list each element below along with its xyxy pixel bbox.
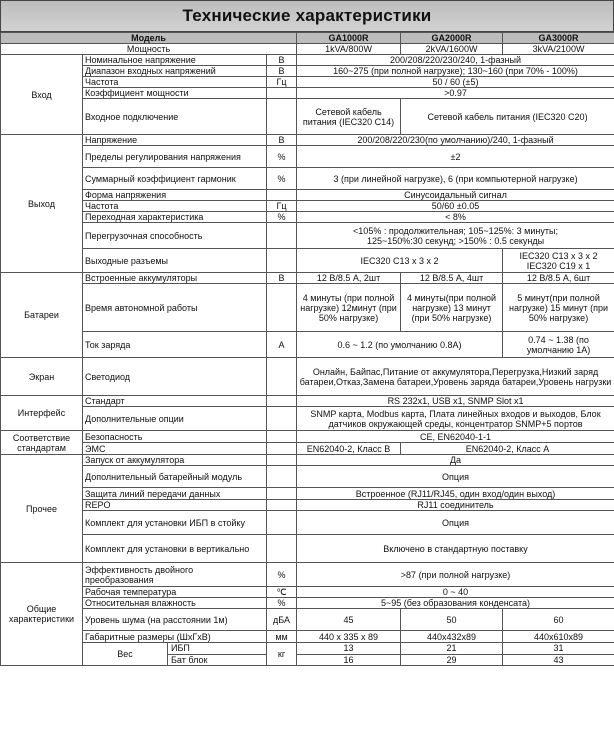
socket-line: IEC320 C13 x 3 x 2 — [519, 250, 598, 261]
table-row — [1, 643, 614, 655]
table-row — [1, 201, 614, 212]
param-label: Уровень шума (на расстоянии 1м) — [83, 609, 267, 631]
unit-cell: % — [267, 598, 297, 609]
table-row — [1, 563, 614, 587]
value-cell: 440 x 335 x 89 — [297, 631, 401, 643]
param-label: Форма напряжения — [83, 190, 267, 201]
table-row — [1, 168, 614, 190]
value-cell: 4 минуты (при полной нагрузке) 12минут (при 50% нагрузке) — [297, 284, 401, 332]
table-row — [1, 407, 614, 431]
group-label-input: Вход — [1, 55, 83, 135]
table-row — [1, 455, 614, 466]
unit-cell — [267, 358, 297, 396]
unit-cell: Гц — [267, 77, 297, 88]
spec-table — [0, 32, 614, 666]
weight-ups-label: ИБП — [168, 643, 266, 655]
param-label: Габаритные размеры (ШхГхВ) — [83, 631, 267, 643]
weight-cell — [83, 643, 267, 666]
param-label: Пределы регулирования напряжения — [83, 146, 267, 168]
unit-cell — [267, 223, 297, 249]
value-cell: 3 (при линейной нагрузке), 6 (при компьютерной нагрузке) — [297, 168, 614, 190]
unit-cell — [267, 99, 297, 135]
value-cell: 5 минут(при полной нагрузке) 15 минут (при 50% нагрузке) — [503, 284, 614, 332]
param-label: Входное подключение — [83, 99, 267, 135]
param-label: Диапазон входных напряжений — [83, 66, 267, 77]
table-row — [1, 88, 614, 99]
unit-cell — [267, 88, 297, 99]
param-label: Комплект для установки ИБП в стойку — [83, 511, 267, 535]
unit-cell: В — [267, 135, 297, 146]
model-ga2000r: GA2000R — [401, 33, 503, 44]
unit-cell: Гц — [267, 201, 297, 212]
value-cell: 0.6 ~ 1.2 (по умолчанию 0.8А) — [297, 332, 503, 358]
value-cell: Сетевой кабель питания (IEC320 C14) — [297, 99, 401, 135]
value-cell: 60 — [503, 609, 614, 631]
value-cell — [503, 249, 614, 273]
table-row — [1, 66, 614, 77]
value-cell: EN62040-2, Класс А — [401, 443, 614, 455]
socket-line: IEC320 C19 x 1 — [526, 260, 591, 271]
value-cell: 0.74 ~ 1.38 (по умолчанию 1А) — [503, 332, 614, 358]
value-cell: Синусоидальный сигнал — [297, 190, 614, 201]
group-label-general: Общие характеристики — [1, 563, 83, 666]
unit-cell — [267, 455, 297, 466]
unit-cell — [267, 535, 297, 563]
value-cell: 29 — [401, 654, 503, 666]
value-cell: Включено в стандартную поставку — [297, 535, 614, 563]
table-row — [1, 99, 614, 135]
param-label: Запуск от аккумулятора — [83, 455, 267, 466]
value-cell: Да — [297, 455, 614, 466]
param-label: Защита линий передачи данных — [83, 488, 267, 500]
page-title: Технические характеристики — [0, 0, 614, 32]
unit-cell — [267, 443, 297, 455]
param-label: Эффективность двойного преобразования — [83, 563, 267, 587]
table-row — [1, 332, 614, 358]
param-label: Частота — [83, 201, 267, 212]
value-cell: 200/208/220/230/240, 1-фазный — [297, 55, 614, 66]
table-row — [1, 135, 614, 146]
power-value: 3kVA/2100W — [503, 44, 614, 55]
value-cell: < 8% — [297, 212, 614, 223]
table-row — [1, 55, 614, 66]
power-label: Мощность — [1, 44, 297, 55]
param-label: Напряжение — [83, 135, 267, 146]
table-row — [1, 443, 614, 455]
param-label: Выходные разъемы — [83, 249, 267, 273]
value-cell: RS 232x1, USB x1, SNMP Slot x1 — [297, 396, 614, 407]
value-cell: 12 В/8.5 А, 6шт — [503, 273, 614, 284]
unit-cell — [267, 396, 297, 407]
unit-cell: В — [267, 66, 297, 77]
value-cell: 45 — [297, 609, 401, 631]
model-label: Модель — [1, 33, 297, 44]
group-label-other: Прочее — [1, 455, 83, 563]
table-row — [1, 466, 614, 488]
param-label: Коэффициент мощности — [83, 88, 267, 99]
power-value: 1kVA/800W — [297, 44, 401, 55]
value-cell: SNMP карта, Modbus карта, Плата линейных входов и выходов, Блок датчиков окружающей среды, концентратор SNMP+5 портов — [297, 407, 614, 431]
value-cell: 160~275 (при полной нагрузке); 130~160 (при 70% - 100%) — [297, 66, 614, 77]
table-row — [1, 396, 614, 407]
group-label-output: Выход — [1, 135, 83, 273]
value-cell: 0 ~ 40 — [297, 587, 614, 598]
unit-cell — [267, 511, 297, 535]
param-label: Комплект для установки в вертикально — [83, 535, 267, 563]
value-cell: >87 (при полной нагрузке) — [297, 563, 614, 587]
value-cell: 50 / 60 (±5) — [297, 77, 614, 88]
unit-cell — [267, 500, 297, 511]
unit-cell — [267, 488, 297, 500]
model-ga1000r: GA1000R — [297, 33, 401, 44]
value-cell: 5~95 (без образования конденсата) — [297, 598, 614, 609]
value-cell: 50 — [401, 609, 503, 631]
unit-cell — [267, 466, 297, 488]
value-cell: 21 — [401, 643, 503, 655]
table-row — [1, 284, 614, 332]
unit-cell: дБА — [267, 609, 297, 631]
table-row — [1, 249, 614, 273]
unit-cell — [267, 190, 297, 201]
value-cell: Встроенное (RJ11/RJ45, один вход/один выход) — [297, 488, 614, 500]
param-label: Перегрузочная способность — [83, 223, 267, 249]
table-row — [1, 431, 614, 443]
value-cell: 16 — [297, 654, 401, 666]
unit-cell: % — [267, 146, 297, 168]
table-row — [1, 511, 614, 535]
param-label: Время автономной работы — [83, 284, 267, 332]
param-label: Рабочая температура — [83, 587, 267, 598]
value-cell: 440x610x89 — [503, 631, 614, 643]
param-label: Относительная влажность — [83, 598, 267, 609]
table-row — [1, 598, 614, 609]
value-cell: 31 — [503, 643, 614, 655]
unit-cell — [267, 249, 297, 273]
value-cell: CE, EN62040-1-1 — [297, 431, 614, 443]
weight-split — [83, 643, 266, 665]
value-cell: Опция — [297, 466, 614, 488]
model-header-row — [1, 33, 614, 44]
table-row — [1, 212, 614, 223]
weight-sublabels — [167, 643, 266, 665]
table-row — [1, 146, 614, 168]
value-cell: Онлайн, Байпас,Питание от аккумулятора,Перегрузка,Низкий заряд батареи,Отказ,Замена батареи,Уровень заряда батареи,Уровень нагрузки — [297, 358, 614, 396]
value-cell: >0.97 — [297, 88, 614, 99]
table-row — [1, 358, 614, 396]
unit-cell: мм — [267, 631, 297, 643]
value-cell: Сетевой кабель питания (IEC320 C20) — [401, 99, 614, 135]
value-cell: EN62040-2, Класс В — [297, 443, 401, 455]
value-cell: IEC320 C13 x 3 x 2 — [297, 249, 503, 273]
param-label: Встроенные аккумуляторы — [83, 273, 267, 284]
param-label: Стандарт — [83, 396, 267, 407]
group-label-interface: Интерфейс — [1, 396, 83, 431]
param-label: Дополнительные опции — [83, 407, 267, 431]
unit-cell: % — [267, 212, 297, 223]
table-row — [1, 77, 614, 88]
table-row — [1, 488, 614, 500]
table-row — [1, 609, 614, 631]
table-row — [1, 273, 614, 284]
overload-line: <105% : продолжительная; 105~125%: 3 минуты; — [353, 225, 558, 236]
value-cell: 13 — [297, 643, 401, 655]
value-cell: RJ11 соединитель — [297, 500, 614, 511]
value-cell: 440x432x89 — [401, 631, 503, 643]
unit-cell — [267, 284, 297, 332]
value-cell: 43 — [503, 654, 614, 666]
overload-line: 125~150%:30 секунд; >150% : 0.5 секунды — [366, 235, 545, 246]
unit-cell — [267, 407, 297, 431]
param-label: Переходная характеристика — [83, 212, 267, 223]
weight-label: Вес — [117, 649, 133, 659]
unit-cell: В — [267, 273, 297, 284]
value-cell: ±2 — [297, 146, 614, 168]
param-label: Дополнительный батарейный модуль — [83, 466, 267, 488]
value-cell: 12 В/8.5 А, 2шт — [297, 273, 401, 284]
power-value: 2kVA/1600W — [401, 44, 503, 55]
param-label: Безопасность — [83, 431, 267, 443]
unit-cell: В — [267, 55, 297, 66]
value-cell: 12 В/8.5 А, 4шт — [401, 273, 503, 284]
value-cell: 4 минуты(при полной нагрузке) 13 минут (при 50% нагрузке) — [401, 284, 503, 332]
table-row — [1, 500, 614, 511]
unit-cell: кг — [267, 643, 297, 666]
unit-cell: % — [267, 168, 297, 190]
model-ga3000r: GA3000R — [503, 33, 614, 44]
param-label: Светодиод — [83, 358, 267, 396]
weight-pack-label: Бат блок — [171, 654, 208, 665]
unit-cell — [267, 431, 297, 443]
value-cell: 200/208/220/230(по умолчанию)/240, 1-фазный — [297, 135, 614, 146]
unit-cell: % — [267, 563, 297, 587]
param-label: Частота — [83, 77, 267, 88]
group-label-battery: Батареи — [1, 273, 83, 358]
param-label: Суммарный коэффициент гармоник — [83, 168, 267, 190]
value-cell — [297, 223, 614, 249]
table-row — [1, 587, 614, 598]
value-cell: Опция — [297, 511, 614, 535]
table-row — [1, 535, 614, 563]
table-row — [1, 631, 614, 643]
power-row — [1, 44, 614, 55]
unit-cell: А — [267, 332, 297, 358]
group-label-compliance: Соответствие стандартам — [1, 431, 83, 455]
param-label: REPO — [83, 500, 267, 511]
value-cell: 50/60 ±0.05 — [297, 201, 614, 212]
unit-cell: ℃ — [267, 587, 297, 598]
param-label: Номинальное напряжение — [83, 55, 267, 66]
table-row — [1, 223, 614, 249]
param-label: Ток заряда — [83, 332, 267, 358]
group-label-screen: Экран — [1, 358, 83, 396]
table-row — [1, 190, 614, 201]
param-label: ЭМС — [83, 443, 267, 455]
